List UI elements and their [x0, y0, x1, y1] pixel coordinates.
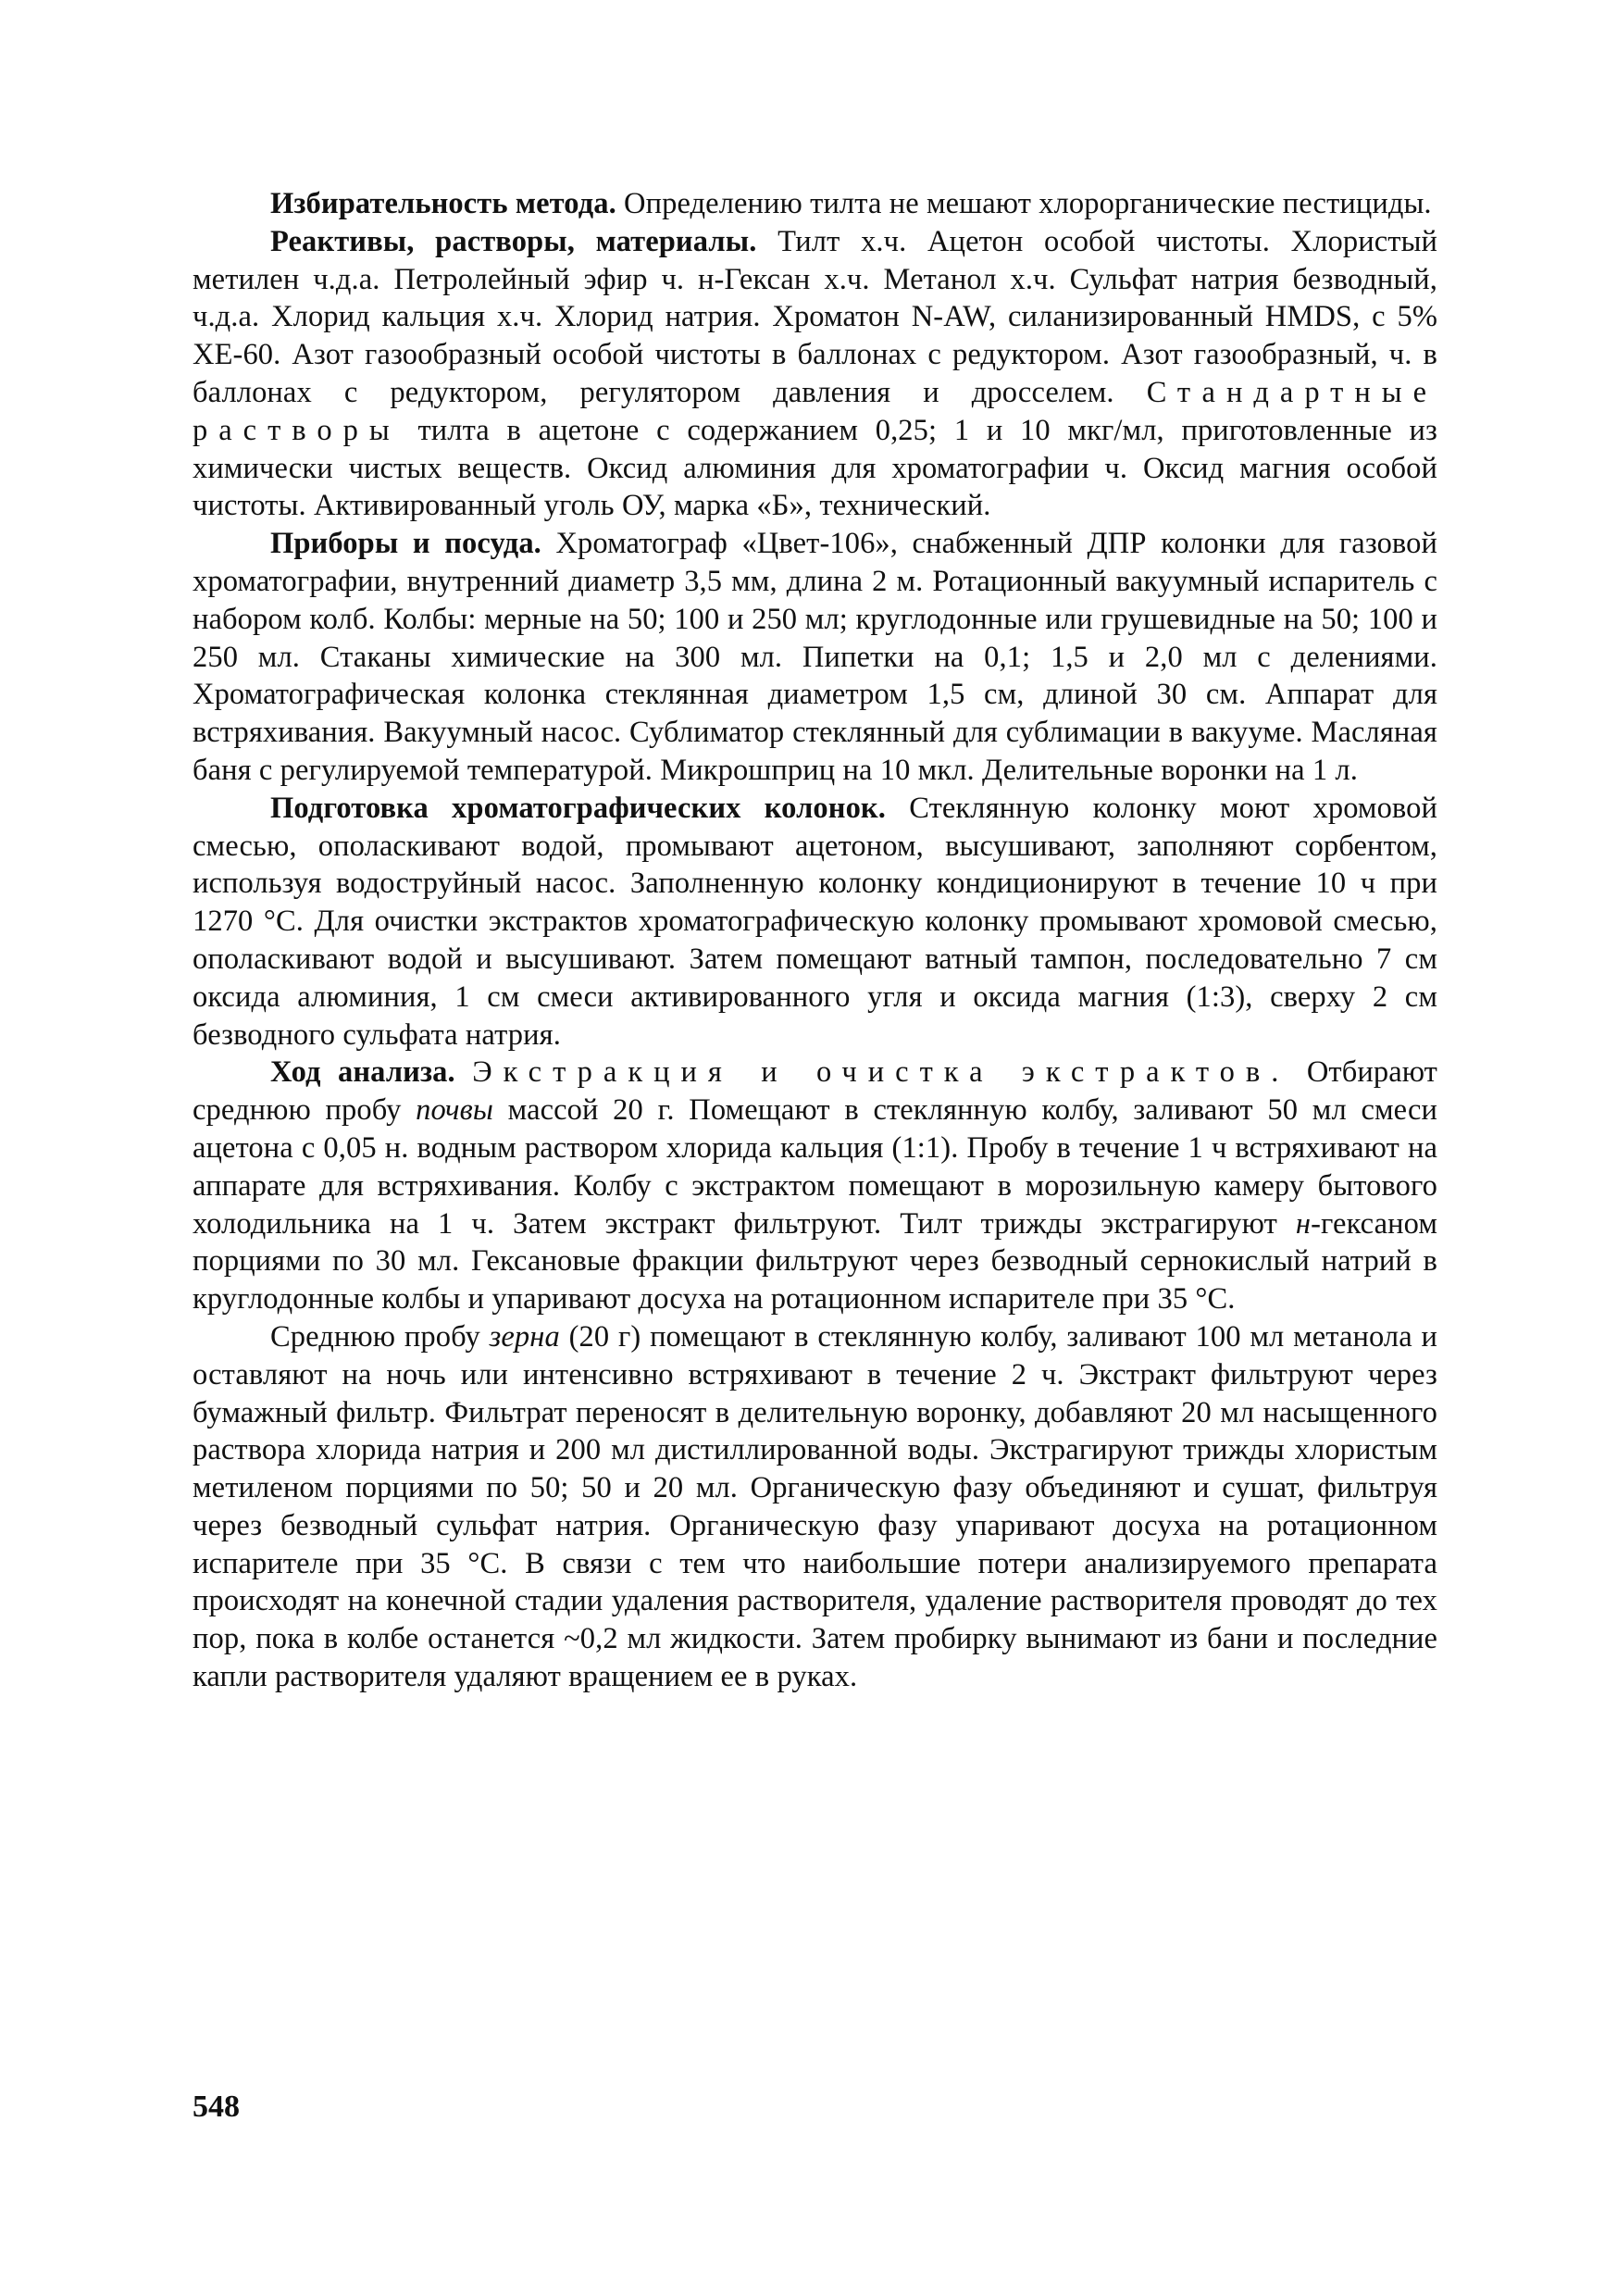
spaced-extraction: Экстракция и очистка экстрактов.: [472, 1055, 1290, 1090]
text-analysis-c: -гексаном порциями по 30 мл. Гексановые фракции фильтруют через безводный сернокислый натрий в круглодонные колбы и упаривают досуха на ротационном испарителе при 35 °С.: [193, 1206, 1437, 1316]
text-grain-b: (20 г) помещают в стеклянную колбу, заливают 100 мл метанола и оставляют на ночь или интенсивно встряхивают в течение 2 ч. Экстракт фильтруют через бумажный фильтр. Фильтрат переносят в делительную воронку, добавляют 20 мл насыщенного раствора хлорида натрия и 200 мл дистиллированной воды. Экстрагируют трижды хлористым метиленом порциями по 50; 50 и 20 мл. Органическую фазу объединяют и сушат, фильтруя через безводный сульфат натрия. Органическую фазу упаривают досуха на ротационном испарителе при 35 °С. В связи с тем что наибольшие потери анализируемого препарата происходят на конечной стадии удаления растворителя, удаление растворителя проводят до тех пор, пока в колбе останется ~0,2 мл жидкости. Затем пробирку вынимают из бани и последние капли растворителя удаляют вращением ее в руках.: [193, 1319, 1437, 1694]
italic-n: н: [1295, 1206, 1312, 1241]
heading-reagents: Реактивы, растворы, материалы.: [270, 224, 757, 258]
paragraph-grain: [193, 1318, 1437, 1696]
page-body: [193, 185, 1437, 1696]
text-column-prep: Стеклянную колонку моют хромовой смесью, ополаскивают водой, промывают ацетоном, высушивают, заполняют сорбентом, используя водоструйный насос. Заполненную колонку кондиционируют в течение 10 ч при 1270 °С. Для очистки экстрактов хроматографическую колонку промывают хромовой смесью, ополаскивают водой и высушивают. Затем помещают ватный тампон, последовательно 7 см оксида алюминия, 1 см смеси активированного угля и оксида магния (1:3), сверху 2 см безводного сульфата натрия.: [193, 791, 1438, 1052]
spaced-standard-solutions: Стандартные растворы: [193, 375, 1437, 447]
paragraph-instruments: [193, 525, 1437, 790]
text-instruments: Хроматограф «Цвет-106», снабженный ДПР колонки для газовой хроматографии, внутренний диаметр 3,5 мм, длина 2 м. Ротационный вакуумный испаритель с набором колб. Колбы: мерные на 50; 100 и 250 мл; круглодонные или грушевидные на 50; 100 и 250 мл. Стаканы химические на 300 мл. Пипетки на 0,1; 1,5 и 2,0 мл с делениями. Хроматографическая колонка стеклянная диаметром 1,5 см, длиной 30 см. Аппарат для встряхивания. Вакуумный насос. Сублиматор стеклянный для сублимации в вакууме. Масляная баня с регулируемой температурой. Микрошприц на 10 мкл. Делительные воронки на 1 л.: [193, 527, 1437, 787]
text-reagents-b: тилта в ацетоне с содержанием 0,25; 1 и 10 мкг/мл, приготовленные из химически чистых веществ. Оксид алюминия для хроматографии ч. Оксид магния особой чистоты. Активированный уголь ОУ, марка «Б», технический.: [193, 413, 1437, 523]
paragraph-analysis: [193, 1054, 1437, 1318]
text-reagents-a: Тилт х.ч. Ацетон особой чистоты. Хлористый метилен ч.д.а. Петролейный эфир ч. н-Гексан х.ч. Метанол х.ч. Сульфат натрия безводный, ч.д.а. Хлорид кальция х.ч. Хлорид натрия. Хроматон N-AW, силанизированный HMDS, с 5% XE-60. Азот газообразный особой чистоты в баллонах с редуктором. Азот газообразный, ч. в баллонах с редуктором, регулятором давления и дросселем.: [193, 224, 1437, 409]
page-number: 548: [193, 2090, 240, 2124]
heading-column-prep: Подготовка хроматографических колонок.: [270, 791, 886, 825]
paragraph-reagents: [193, 223, 1437, 525]
italic-grain: зерна: [489, 1319, 560, 1354]
italic-soil: почвы: [416, 1093, 493, 1128]
heading-analysis: Ход анализа.: [270, 1055, 455, 1090]
heading-selectivity: Избирательность метода.: [270, 187, 616, 220]
text-analysis-a: Отбирают среднюю пробу: [193, 1055, 1437, 1128]
text-grain-a: Среднюю пробу: [270, 1319, 490, 1354]
text-selectivity: Определению тилта не мешают хлорорганические пестициды.: [616, 187, 1432, 220]
paragraph-selectivity: [193, 185, 1437, 223]
paragraph-column-prep: [193, 790, 1437, 1054]
heading-instruments: Приборы и посуда.: [270, 527, 541, 561]
text-analysis-b: массой 20 г. Помещают в стеклянную колбу, заливают 50 мл смеси ацетона с 0,05 н. водным раствором хлорида кальция (1:1). Пробу в течение 1 ч встряхивают на аппарате для встряхивания. Колбу с экстрактом помещают в морозильную камеру бытового холодильника на 1 ч. Затем экстракт фильтруют. Тилт трижды экстрагируют: [193, 1093, 1437, 1241]
